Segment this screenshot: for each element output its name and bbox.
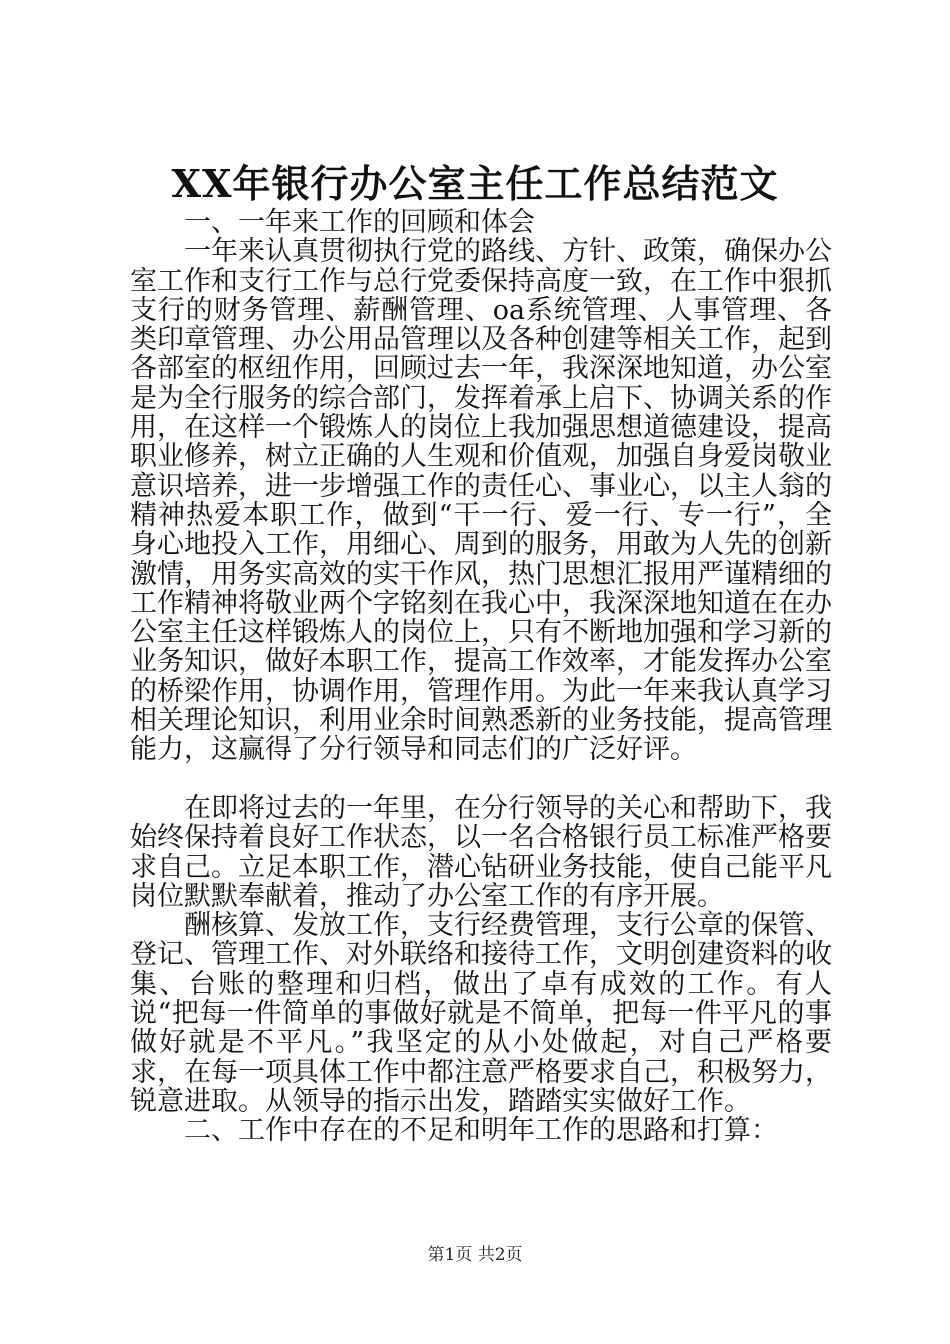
document-title: XX年银行办公室主任工作总结范文 [171,161,779,206]
body-paragraph-3: 酬核算、发放工作，支行经费管理，支行公章的保管、登记、管理工作、对外联络和接待工作，文明创建资料的收集、台账的整理和归档，做出了卓有成效的工作。有人说“把每一件简单的事做好就是不简单，把每一件平凡的事做好就是不平凡。”我坚定的从小处做起，对自己严格要求，在每一项具体工作中都注意严格要求自己，积极努力，锐意进取。从领导的指示出发，踏踏实实做好工作。 [130,910,832,1117]
section-heading-2: 二、工作中存在的不足和明年工作的思路和打算： [184,1115,778,1147]
page-number-footer: 第1页 共2页 [427,1245,523,1265]
section-heading-1: 一、一年来工作的回顾和体会 [184,207,535,238]
body-paragraph-1: 一年来认真贯彻执行党的路线、方针、政策，确保办公室工作和支行工作与总行党委保持高度一致，在工作中狠抓支行的财务管理、薪酬管理、oa系统管理、人事管理、各类印章管理、办公用品管理以及各种创建等相关工作，起到各部室的枢纽作用，回顾过去一年，我深深地知道，办公室是为全行服务的综合部门，发挥着承上启下、协调关系的作用，在这样一个锻炼人的岗位上我加强思想道德建设，提高职业修养，树立正确的人生观和价值观，加强自身爱岗敬业意识培养，进一步增强工作的责任心、事业心，以主人翁的精神热爱本职工作，做到“干一行、爱一行、专一行”，全身心地投入工作，用细心、周到的服务，用敢为人先的创新激情，用务实高效的实干作风，热门思想汇报用严谨精细的工作精神将敬业两个字铭刻在我心中，我深深地知道在在办公室主任这样锻炼人的岗位上，只有不断地加强和学习新的业务知识，做好本职工作，提高工作效率，才能发挥办公室的桥梁作用，协调作用，管理作用。为此一年来我认真学习相关理论知识，利用业余时间熟悉新的业务技能，提高管理能力，这赢得了分行领导和同志们的广泛好评。 [130,236,832,766]
document-body [130,208,832,1146]
paragraph-gap [130,765,832,794]
body-paragraph-2: 在即将过去的一年里，在分行领导的关心和帮助下，我始终保持着良好工作状态，以一名合格银行员工标准严格要求自己。立足本职工作，潜心钻研业务技能，使自己能平凡岗位默默奉献着，推动了办公室工作的有序开展。 [130,792,832,912]
